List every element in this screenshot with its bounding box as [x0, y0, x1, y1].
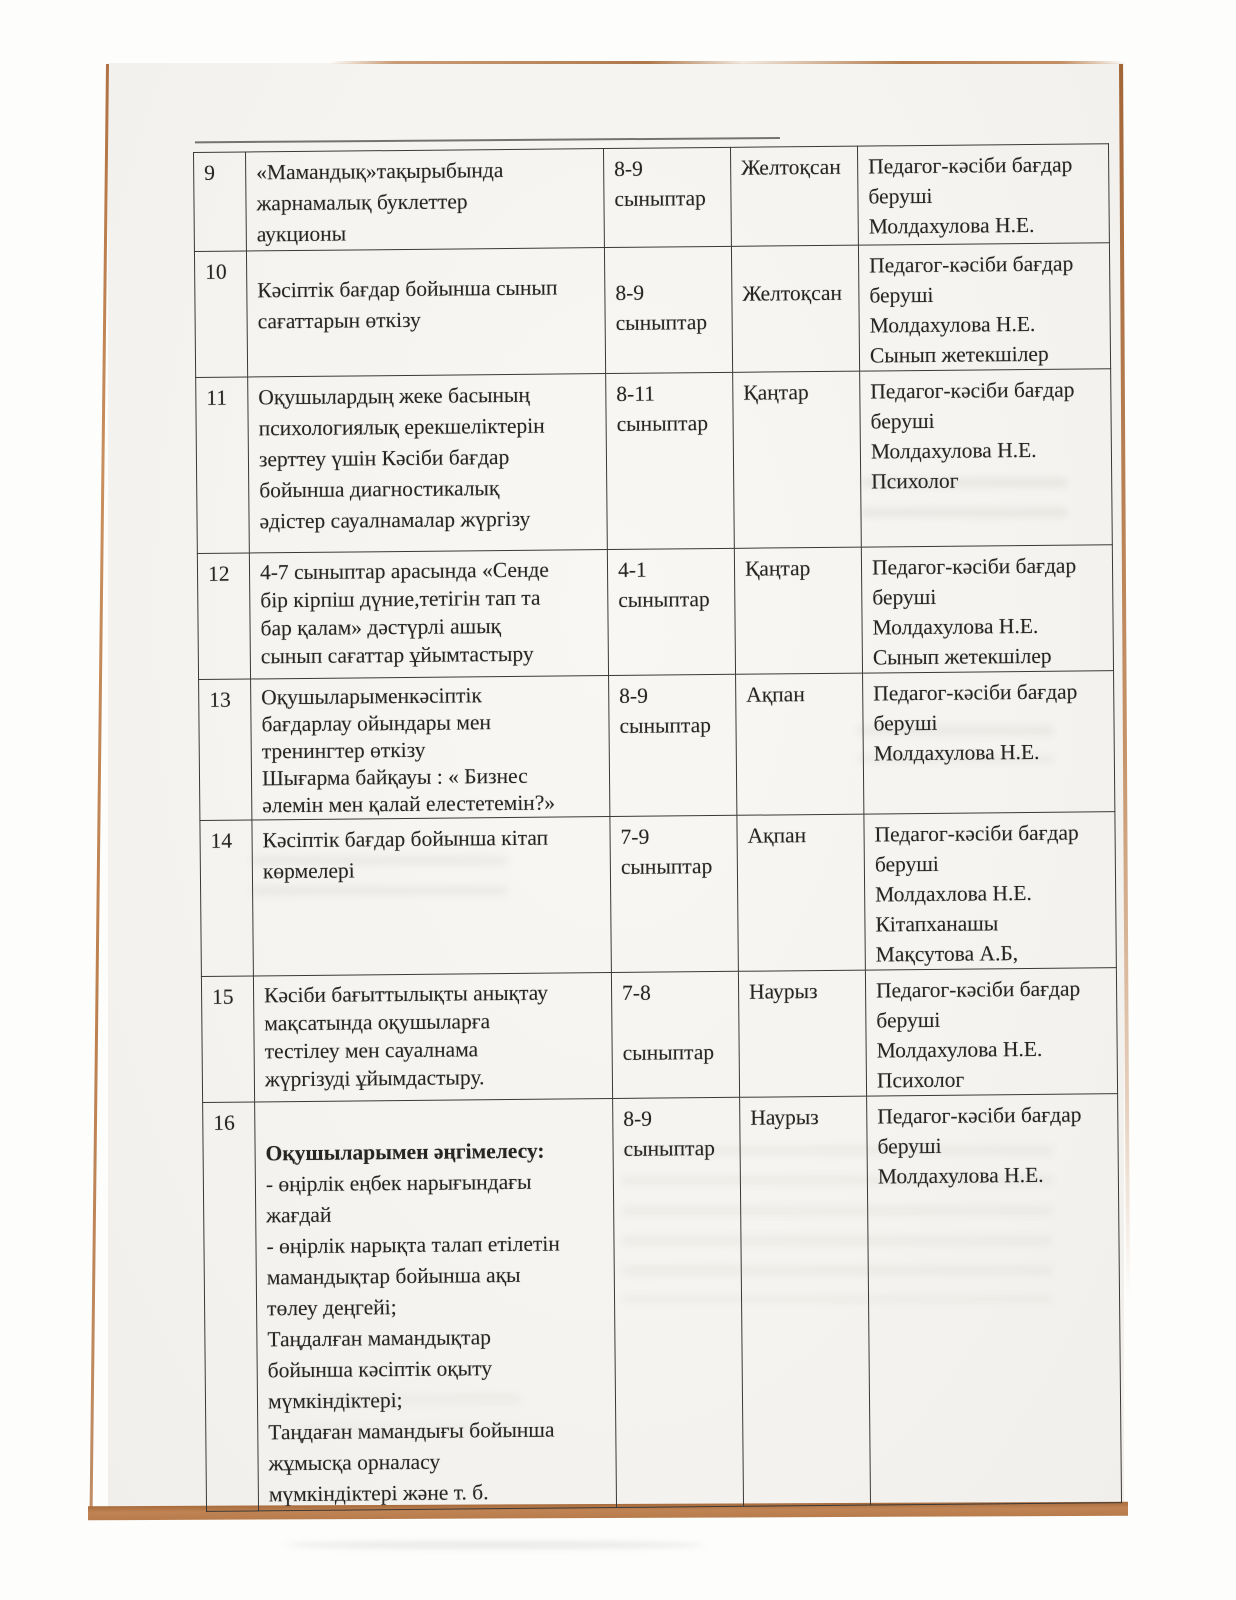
plan-table-container: [193, 143, 1122, 1512]
row-number-cell: 16: [203, 1102, 259, 1511]
activity-cell: Оқушылардың жеке басының психологиялық ерекшеліктерін зерттеу үшін Кәсіби бағдар бойынша диагностикалық әдістер сауалнамалар жүргізу: [248, 374, 608, 553]
row-number-cell: 10: [194, 251, 247, 377]
month-cell: Ақпан: [737, 814, 865, 971]
month-cell: Қаңтар: [733, 371, 862, 548]
activity-cell: Оқушыларыменкәсіптік бағдарлау ойындары мен тренингтер өткізу Шығарма байқауы : « Бизнес әлемін мен қалай елестетемін?»: [251, 676, 610, 820]
activity-cell: [255, 1099, 617, 1511]
activity-heading: Оқушыларымен әңгімелесу:: [265, 1138, 545, 1166]
responsible-cell: Педагог-кәсіби бағдар беруші Молдахлова Н.Е. Кітапханашы Мақсутова А.Б,: [864, 812, 1116, 970]
month-cell: Наурыз: [740, 1096, 871, 1506]
career-guidance-plan-table: [193, 143, 1122, 1512]
month-cell: Қаңтар: [734, 547, 862, 674]
responsible-cell: Педагог-кәсіби бағдар беруші Молдахулова Н.Е. Психолог: [860, 369, 1113, 547]
responsible-cell: Педагог-кәсіби бағдар беруші Молдахулова Н.Е. Сынып жетекшілер: [858, 243, 1110, 371]
responsible-cell: Педагог-кәсіби бағдар беруші Молдахулова Н.Е. Сынып жетекшілер: [861, 545, 1113, 673]
responsible-cell: Педагог-кәсіби бағдар беруші Молдахулова Н.Е.: [857, 144, 1109, 245]
table-row: [194, 243, 1110, 378]
activity-cell: Кәсіптік бағдар бойынша кітап көрмелері: [252, 817, 611, 976]
paper-edge-top: [330, 61, 1125, 64]
activity-cell: 4-7 сыныптар арасында «Сенде бір кірпіш дүние,тетігін тап та бар қалам» дәстүрлі ашық сынып сағаттар ұйымтастыру: [249, 550, 608, 679]
responsible-cell: Педагог-кәсіби бағдар беруші Молдахулова Н.Е.: [867, 1094, 1122, 1505]
grades-cell: 8-9 сыныптар: [613, 1097, 744, 1507]
grades-cell: 8-11 сыныптар: [606, 372, 735, 549]
activity-body: - өңірлік еңбек нарығындағы жағдай - өңірлік нарықта талап етілетін мамандықтар бойынша ақы төлеу деңгейі; Таңдалған мамандықтар бойынша кәсіптік оқыту мүмкіндіктері; Таңдаған мамандығы бойынша жұмысқа орналасу мүмкіндіктері және т. б.: [265, 1169, 560, 1507]
grades-cell: 8-9 сыныптар: [609, 674, 737, 816]
table-row: [199, 671, 1115, 821]
grades-cell: 8-9 сыныптар: [603, 147, 731, 247]
table-row: [194, 144, 1110, 252]
table-row: [200, 812, 1116, 977]
table-row: [197, 545, 1113, 680]
table-row: [196, 369, 1113, 554]
activity-cell: Кәсіби бағыттылықты анықтау мақсатында оқушыларға тестілеу мен сауалнама жүргізуді ұйымдастыру.: [253, 973, 612, 1102]
grades-cell: 7-8 сыныптар: [611, 971, 739, 1098]
row-number-cell: 14: [200, 820, 253, 976]
table-row: [203, 1094, 1122, 1512]
grades-cell: 4-1 сыныптар: [607, 548, 735, 675]
row-number-cell: 11: [196, 377, 250, 553]
responsible-cell: Педагог-кәсіби бағдар беруші Молдахулова Н.Е. Психолог: [865, 968, 1117, 1096]
activity-cell: Кәсіптік бағдар бойынша сынып сағаттарын өткізу: [246, 248, 605, 377]
activity-cell: «Мамандық»тақырыбында жарнамалық буклеттер аукционы: [246, 149, 605, 251]
month-cell: Желтоқсан: [731, 245, 859, 372]
scan-shadow: [285, 1541, 705, 1549]
responsible-cell: Педагог-кәсіби бағдар беруші Молдахулова Н.Е.: [863, 671, 1115, 814]
table-row: [201, 968, 1117, 1103]
row-number-cell: 9: [194, 152, 247, 251]
row-number-cell: 15: [201, 976, 254, 1102]
month-cell: Желтоқсан: [730, 146, 858, 246]
month-cell: Ақпан: [736, 673, 864, 815]
grades-cell: 7-9 сыныптар: [610, 815, 738, 972]
paper-edge-left: [90, 64, 109, 1510]
row-number-cell: 13: [199, 679, 252, 820]
grades-cell: 8-9 сыныптар: [604, 246, 732, 373]
row-number-cell: 12: [197, 553, 250, 679]
month-cell: Наурыз: [738, 970, 866, 1097]
